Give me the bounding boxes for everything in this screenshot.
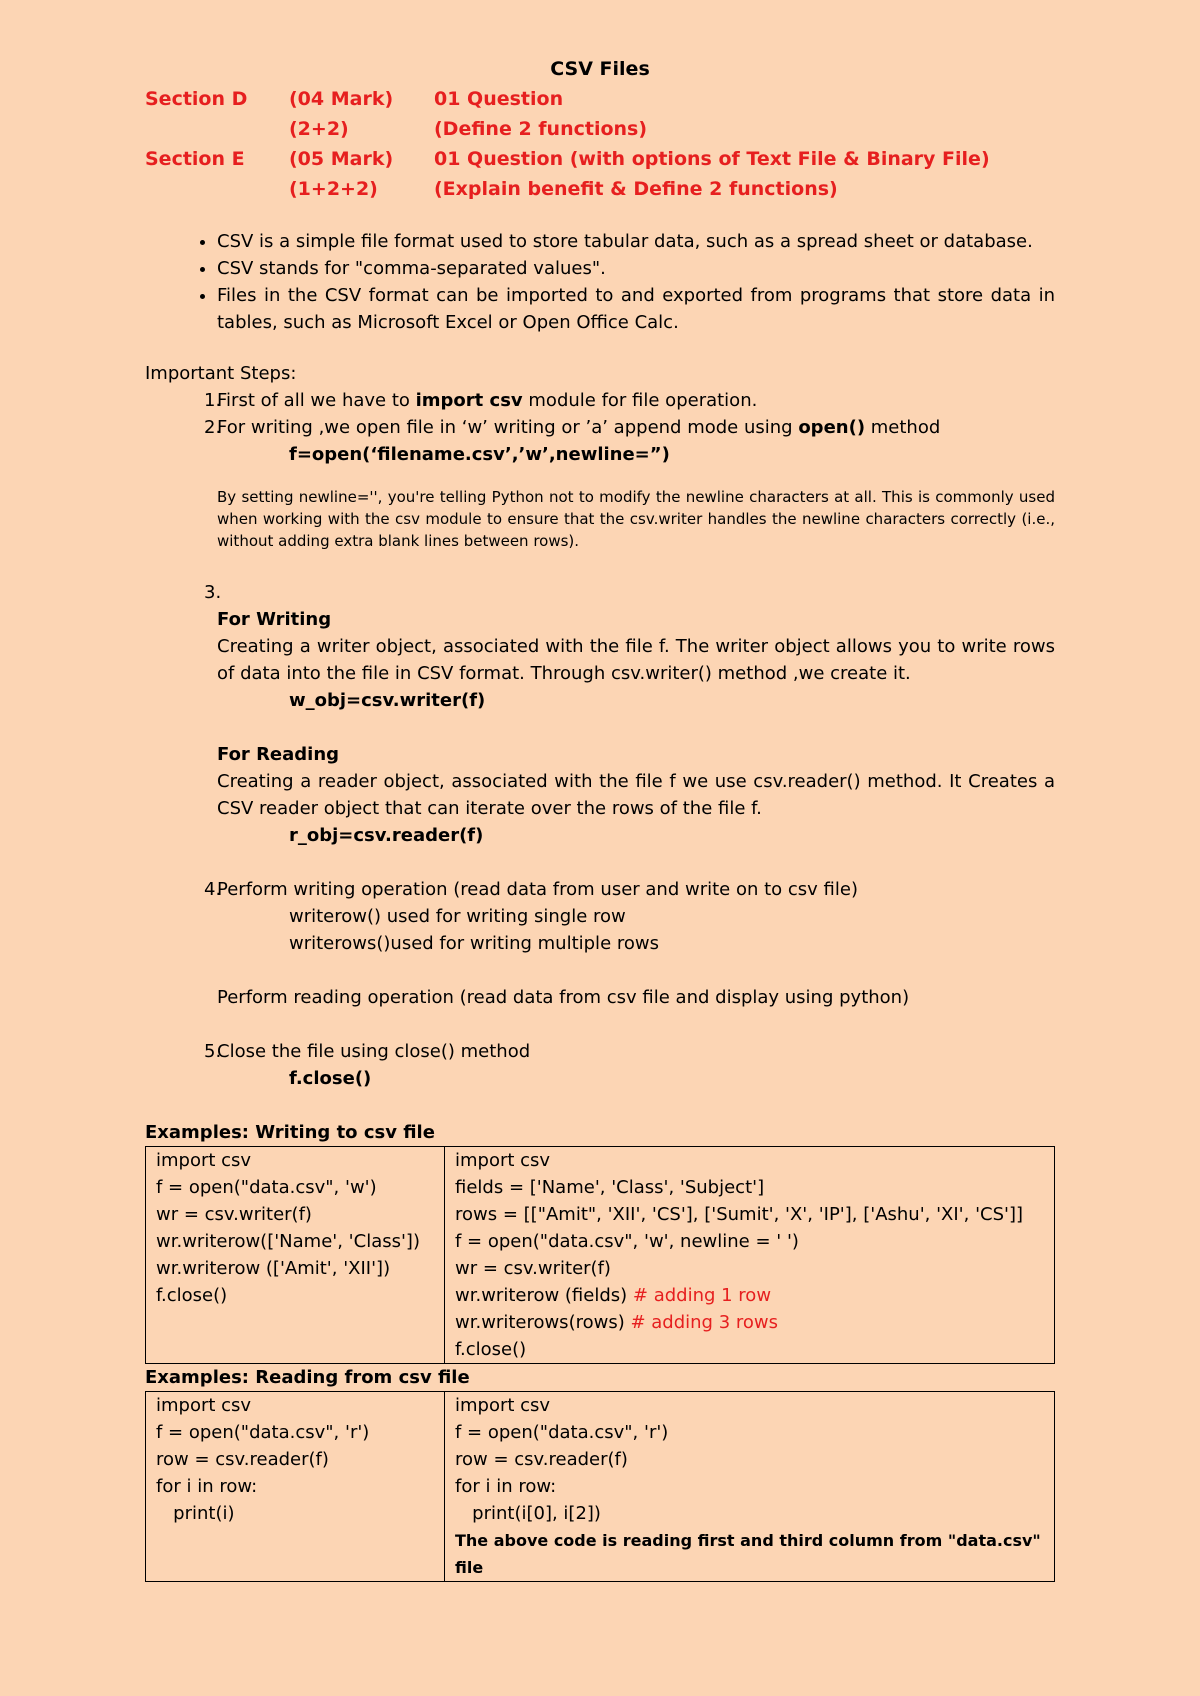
code-line: import csv	[455, 1150, 551, 1171]
bullet-item: • Files in the CSV format can be imported to and exported from programs that store data in tables, such as Microsoft Excel or Open Office Calc.	[217, 282, 1055, 336]
document-page	[145, 54, 1055, 1582]
code-line: f = open("data.csv", 'w', newline = ' ')	[455, 1231, 799, 1252]
step-text: For writing ,we open file in ‘w’ writing or ’a’ append mode using	[217, 417, 799, 438]
steps-heading: Important Steps:	[145, 363, 297, 384]
section-question: 01 Question	[434, 88, 564, 110]
code-line: wr = csv.writer(f)	[455, 1258, 611, 1279]
section-question: 01 Question (with options of Text File & Binary File)	[434, 148, 990, 170]
step-keyword: import csv	[415, 390, 523, 411]
method-line: writerow() used for writing single row	[289, 906, 626, 927]
code-line: for i in row:	[455, 1476, 557, 1497]
code-line: wr.writerow(['Name', 'Class'])	[156, 1231, 420, 1252]
step-number: 4.	[204, 879, 222, 900]
bullet-item: • CSV stands for "comma-separated values".	[217, 255, 1055, 282]
writing-example-table	[145, 1146, 1055, 1364]
step-1	[145, 387, 1055, 414]
code-snippet: f.close()	[289, 1068, 372, 1089]
page-title: CSV Files	[550, 58, 650, 80]
step-4	[145, 876, 1055, 1011]
section-row	[145, 114, 1055, 144]
newline-note: By setting newline='', you're telling Python not to modify the newline characters at all. This is commonly used when working with the csv module to ensure that the csv.writer handles the newline characters correctly (i.e., without adding extra blank lines between rows).	[217, 488, 1055, 550]
code-comment: # adding 3 rows	[630, 1312, 778, 1333]
section-marks-value: (04 Mark)	[289, 88, 394, 110]
section-row	[145, 144, 1055, 174]
code-line: print(i[0], i[2])	[455, 1503, 601, 1524]
reading-example-table	[145, 1391, 1055, 1582]
reading-example-title: Examples: Reading from csv file	[145, 1367, 470, 1388]
step-number: 1.	[204, 390, 222, 411]
code-line: row = csv.reader(f)	[156, 1449, 329, 1470]
subheading-reading: For Reading	[217, 744, 340, 765]
section-marks-value: (2+2)	[289, 118, 349, 140]
method-line: writerows()used for writing multiple rows	[289, 933, 659, 954]
step-text: method	[865, 417, 941, 438]
step-3	[145, 579, 1055, 849]
step-number: 2.	[204, 417, 222, 438]
step-number: 3.	[204, 582, 222, 603]
code-snippet: r_obj=csv.reader(f)	[289, 825, 484, 846]
code-line: import csv	[156, 1395, 252, 1416]
writing-example-advanced	[445, 1147, 1055, 1364]
section-label: Section D	[145, 88, 248, 110]
section-label: Section E	[145, 148, 245, 170]
code-line: f = open("data.csv", 'r')	[455, 1422, 669, 1443]
code-line: for i in row:	[156, 1476, 258, 1497]
section-question: (Define 2 functions)	[434, 118, 648, 140]
section-question: (Explain benefit & Define 2 functions)	[434, 178, 838, 200]
code-line: f = open("data.csv", 'r')	[156, 1422, 370, 1443]
step-number: 5.	[204, 1041, 222, 1062]
code-line: wr = csv.writer(f)	[156, 1204, 312, 1225]
bullet-item: • CSV is a simple file format used to store tabular data, such as a spread sheet or database.	[217, 228, 1055, 255]
code-snippet: w_obj=csv.writer(f)	[289, 690, 486, 711]
code-line: f.close()	[156, 1285, 228, 1306]
section-row	[145, 84, 1055, 114]
section-marks-value: (1+2+2)	[289, 178, 378, 200]
step-5	[145, 1038, 1055, 1092]
section-marks	[145, 84, 1055, 204]
step-keyword: open()	[798, 417, 866, 438]
section-row	[145, 174, 1055, 204]
code-line: fields = ['Name', 'Class', 'Subject']	[455, 1177, 765, 1198]
reading-example-simple	[146, 1392, 445, 1582]
code-line: rows = [["Amit", 'XII', 'CS'], ['Sumit', 'X', 'IP'], ['Ashu', 'XI', 'CS']]	[455, 1204, 1024, 1225]
code-line: row = csv.reader(f)	[455, 1449, 628, 1470]
code-comment: # adding 1 row	[632, 1285, 772, 1306]
code-line	[455, 1309, 1044, 1336]
writing-description: Creating a writer object, associated with the file f. The writer object allows you to write rows of data into the file in CSV format. Through csv.writer() method ,we create it.	[217, 636, 1055, 684]
code-text: wr.writerows(rows)	[455, 1312, 631, 1333]
step-text: Close the file using close() method	[217, 1041, 531, 1062]
section-label	[145, 114, 289, 144]
subheading-writing: For Writing	[217, 609, 332, 630]
code-snippet: f=open(‘filename.csv’,’w’,newline=”)	[289, 444, 670, 465]
code-line	[455, 1282, 1044, 1309]
reading-description: Creating a reader object, associated with the file f we use csv.reader() method. It Creates a CSV reader object that can iterate over the rows of the file f.	[217, 771, 1055, 819]
step-text: module for file operation.	[522, 390, 758, 411]
writing-example-title: Examples: Writing to csv file	[145, 1122, 435, 1143]
section-label	[145, 174, 289, 204]
code-line: f = open("data.csv", 'w')	[156, 1177, 377, 1198]
step-2	[145, 414, 1055, 552]
code-line: print(i)	[156, 1503, 235, 1524]
reading-example-note: The above code is reading first and third column from "data.csv" file	[455, 1531, 1041, 1577]
code-line: wr.writerow (['Amit', 'XII'])	[156, 1258, 391, 1279]
writing-example-simple	[146, 1147, 445, 1364]
code-line: f.close()	[455, 1339, 527, 1360]
reading-example-columns	[445, 1392, 1055, 1582]
step-text: First of all we have to	[217, 390, 416, 411]
section-marks-value: (05 Mark)	[289, 148, 394, 170]
step-text: Perform writing operation (read data from user and write on to csv file)	[217, 879, 858, 900]
step-text: Perform reading operation (read data from csv file and display using python)	[217, 987, 910, 1008]
code-line: import csv	[156, 1150, 252, 1171]
intro-bullet-list	[145, 228, 1055, 336]
code-text: wr.writerow (fields)	[455, 1285, 633, 1306]
code-line: import csv	[455, 1395, 551, 1416]
